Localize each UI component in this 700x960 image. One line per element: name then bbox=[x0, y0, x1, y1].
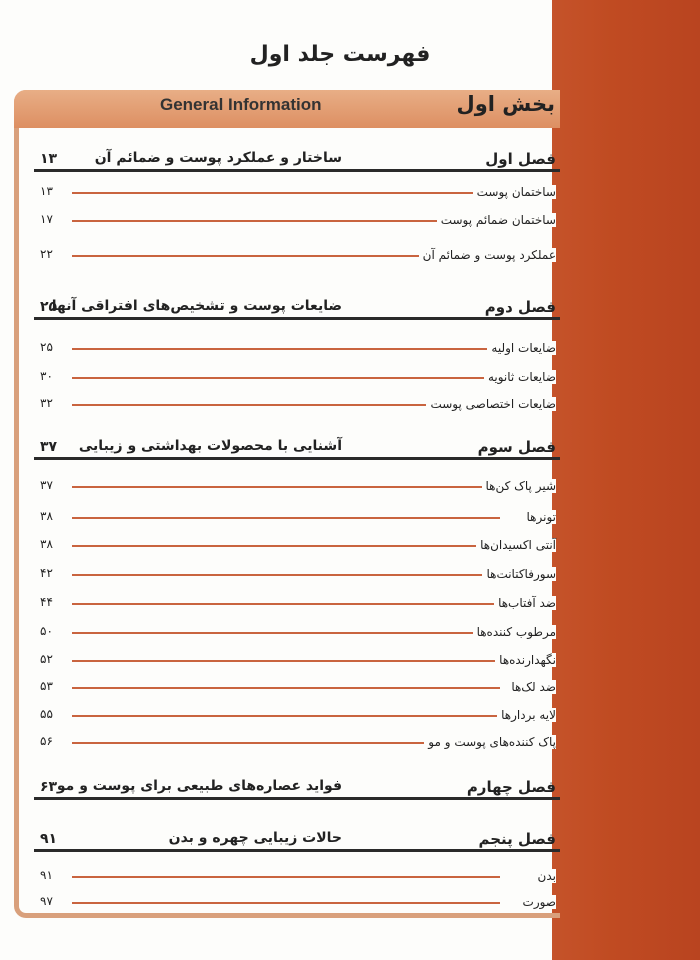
chapter-page-number: ۲۵ bbox=[40, 299, 58, 315]
chapter-page-number: ۶۳ bbox=[40, 779, 58, 795]
entry-page-number: ۲۲ bbox=[40, 247, 53, 261]
entry-label: ضد آفتاب‌ها bbox=[494, 596, 556, 610]
entry-page-number: ۳۸ bbox=[40, 509, 53, 523]
chapter-title: آشنایی با محصولات بهداشتی و زیبایی bbox=[78, 438, 342, 454]
chapter-heading[interactable] bbox=[34, 826, 560, 852]
entry-page-number: ۳۰ bbox=[40, 369, 53, 383]
leader-line bbox=[72, 348, 500, 350]
leader-line bbox=[72, 486, 500, 488]
chapter-heading[interactable] bbox=[34, 434, 560, 460]
leader-line bbox=[72, 545, 500, 547]
leader-line bbox=[72, 876, 500, 878]
entry-label: ساختمان ضمائم پوست bbox=[437, 213, 556, 227]
chapter-page-number: ۳۷ bbox=[40, 439, 58, 455]
toc-entry[interactable] bbox=[34, 675, 560, 695]
chapter-name: فصل سوم bbox=[477, 438, 556, 456]
leader-line bbox=[72, 687, 500, 689]
chapter-page-number: ۱۳ bbox=[40, 151, 58, 167]
leader-line bbox=[72, 192, 500, 194]
entry-page-number: ۴۴ bbox=[40, 595, 53, 609]
chapter-heading[interactable] bbox=[34, 146, 560, 172]
entry-label: ضایعات ثانویه bbox=[484, 370, 556, 384]
entry-page-number: ۹۱ bbox=[40, 868, 53, 882]
leader-line bbox=[72, 574, 500, 576]
entry-label: آنتی اکسیدان‌ها bbox=[476, 538, 556, 552]
entry-label: ضایعات اولیه bbox=[487, 341, 556, 355]
toc-entry[interactable] bbox=[34, 620, 560, 640]
toc-entry[interactable] bbox=[34, 505, 560, 525]
leader-line bbox=[72, 603, 500, 605]
chapter-name: فصل دوم bbox=[484, 298, 556, 316]
chapter-rule bbox=[34, 849, 560, 852]
toc-entry[interactable] bbox=[34, 533, 560, 553]
toc-entry[interactable] bbox=[34, 365, 560, 385]
entry-label: سورفاکتانت‌ها bbox=[482, 567, 556, 581]
entry-label: تونرها bbox=[523, 510, 556, 524]
chapter-name: فصل اول bbox=[485, 150, 556, 168]
chapter-rule bbox=[34, 797, 560, 800]
chapter-rule bbox=[34, 457, 560, 460]
entry-label: بدن bbox=[534, 869, 556, 883]
part-header-persian: بخش اول bbox=[456, 92, 555, 116]
toc-entry[interactable] bbox=[34, 730, 560, 750]
entry-label: صورت bbox=[519, 895, 556, 909]
chapter-heading[interactable] bbox=[34, 774, 560, 800]
entry-label: لایه بردارها bbox=[497, 708, 556, 722]
chapter-title: ضایعات پوست و تشخیص‌های افتراقی آنها bbox=[51, 298, 342, 314]
toc-entry[interactable] bbox=[34, 243, 560, 263]
part-header-english: General Information bbox=[160, 95, 322, 114]
chapter-title: فواید عصاره‌های طبیعی برای پوست و مو bbox=[56, 778, 342, 794]
entry-page-number: ۵۶ bbox=[40, 734, 53, 748]
entry-label: ضد لک‌ها bbox=[507, 680, 556, 694]
toc-entry[interactable] bbox=[34, 890, 560, 910]
leader-line bbox=[72, 902, 500, 904]
entry-page-number: ۳۲ bbox=[40, 396, 53, 410]
chapter-heading[interactable] bbox=[34, 294, 560, 320]
entry-page-number: ۳۸ bbox=[40, 537, 53, 551]
entry-page-number: ۱۳ bbox=[40, 184, 53, 198]
chapter-title: ساختار و عملکرد پوست و ضمائم آن bbox=[94, 150, 342, 166]
leader-line bbox=[72, 715, 500, 717]
toc-entry[interactable] bbox=[34, 591, 560, 611]
entry-page-number: ۳۷ bbox=[40, 478, 53, 492]
entry-page-number: ۵۳ bbox=[40, 679, 53, 693]
entry-label: ساختمان پوست bbox=[473, 185, 556, 199]
chapter-title: حالات زیبایی چهره و بدن bbox=[168, 830, 342, 846]
leader-line bbox=[72, 632, 500, 634]
entry-label: شیر پاک کن‌ها bbox=[482, 479, 557, 493]
page-title: فهرست جلد اول bbox=[249, 42, 431, 67]
toc-entry[interactable] bbox=[34, 648, 560, 668]
chapter-rule bbox=[34, 317, 560, 320]
entry-label: عملکرد پوست و ضمائم آن bbox=[419, 248, 556, 262]
entry-page-number: ۲۵ bbox=[40, 340, 53, 354]
chapter-name: فصل پنجم bbox=[478, 830, 556, 848]
toc-entry[interactable] bbox=[34, 864, 560, 884]
chapter-rule bbox=[34, 169, 560, 172]
entry-page-number: ۱۷ bbox=[40, 212, 53, 226]
entry-page-number: ۵۵ bbox=[40, 707, 53, 721]
decorative-side-band bbox=[552, 0, 700, 960]
toc-entry[interactable] bbox=[34, 392, 560, 412]
entry-page-number: ۵۰ bbox=[40, 624, 53, 638]
toc-entry[interactable] bbox=[34, 180, 560, 200]
entry-page-number: ۹۷ bbox=[40, 894, 53, 908]
toc-entry[interactable] bbox=[34, 336, 560, 356]
chapter-name: فصل چهارم bbox=[466, 778, 556, 796]
leader-line bbox=[72, 377, 500, 379]
entry-label: پاک کننده‌های پوست و مو bbox=[424, 735, 556, 749]
entry-label: نگهدارنده‌ها bbox=[495, 653, 556, 667]
entry-label: مرطوب کننده‌ها bbox=[473, 625, 556, 639]
leader-line bbox=[72, 517, 500, 519]
toc-entry[interactable] bbox=[34, 208, 560, 228]
toc-entry[interactable] bbox=[34, 703, 560, 723]
entry-page-number: ۵۲ bbox=[40, 652, 53, 666]
entry-label: ضایعات اختصاصی پوست bbox=[426, 397, 556, 411]
toc-entry[interactable] bbox=[34, 474, 560, 494]
entry-page-number: ۴۲ bbox=[40, 566, 53, 580]
leader-line bbox=[72, 660, 500, 662]
toc-entry[interactable] bbox=[34, 562, 560, 582]
chapter-page-number: ۹۱ bbox=[40, 831, 58, 847]
